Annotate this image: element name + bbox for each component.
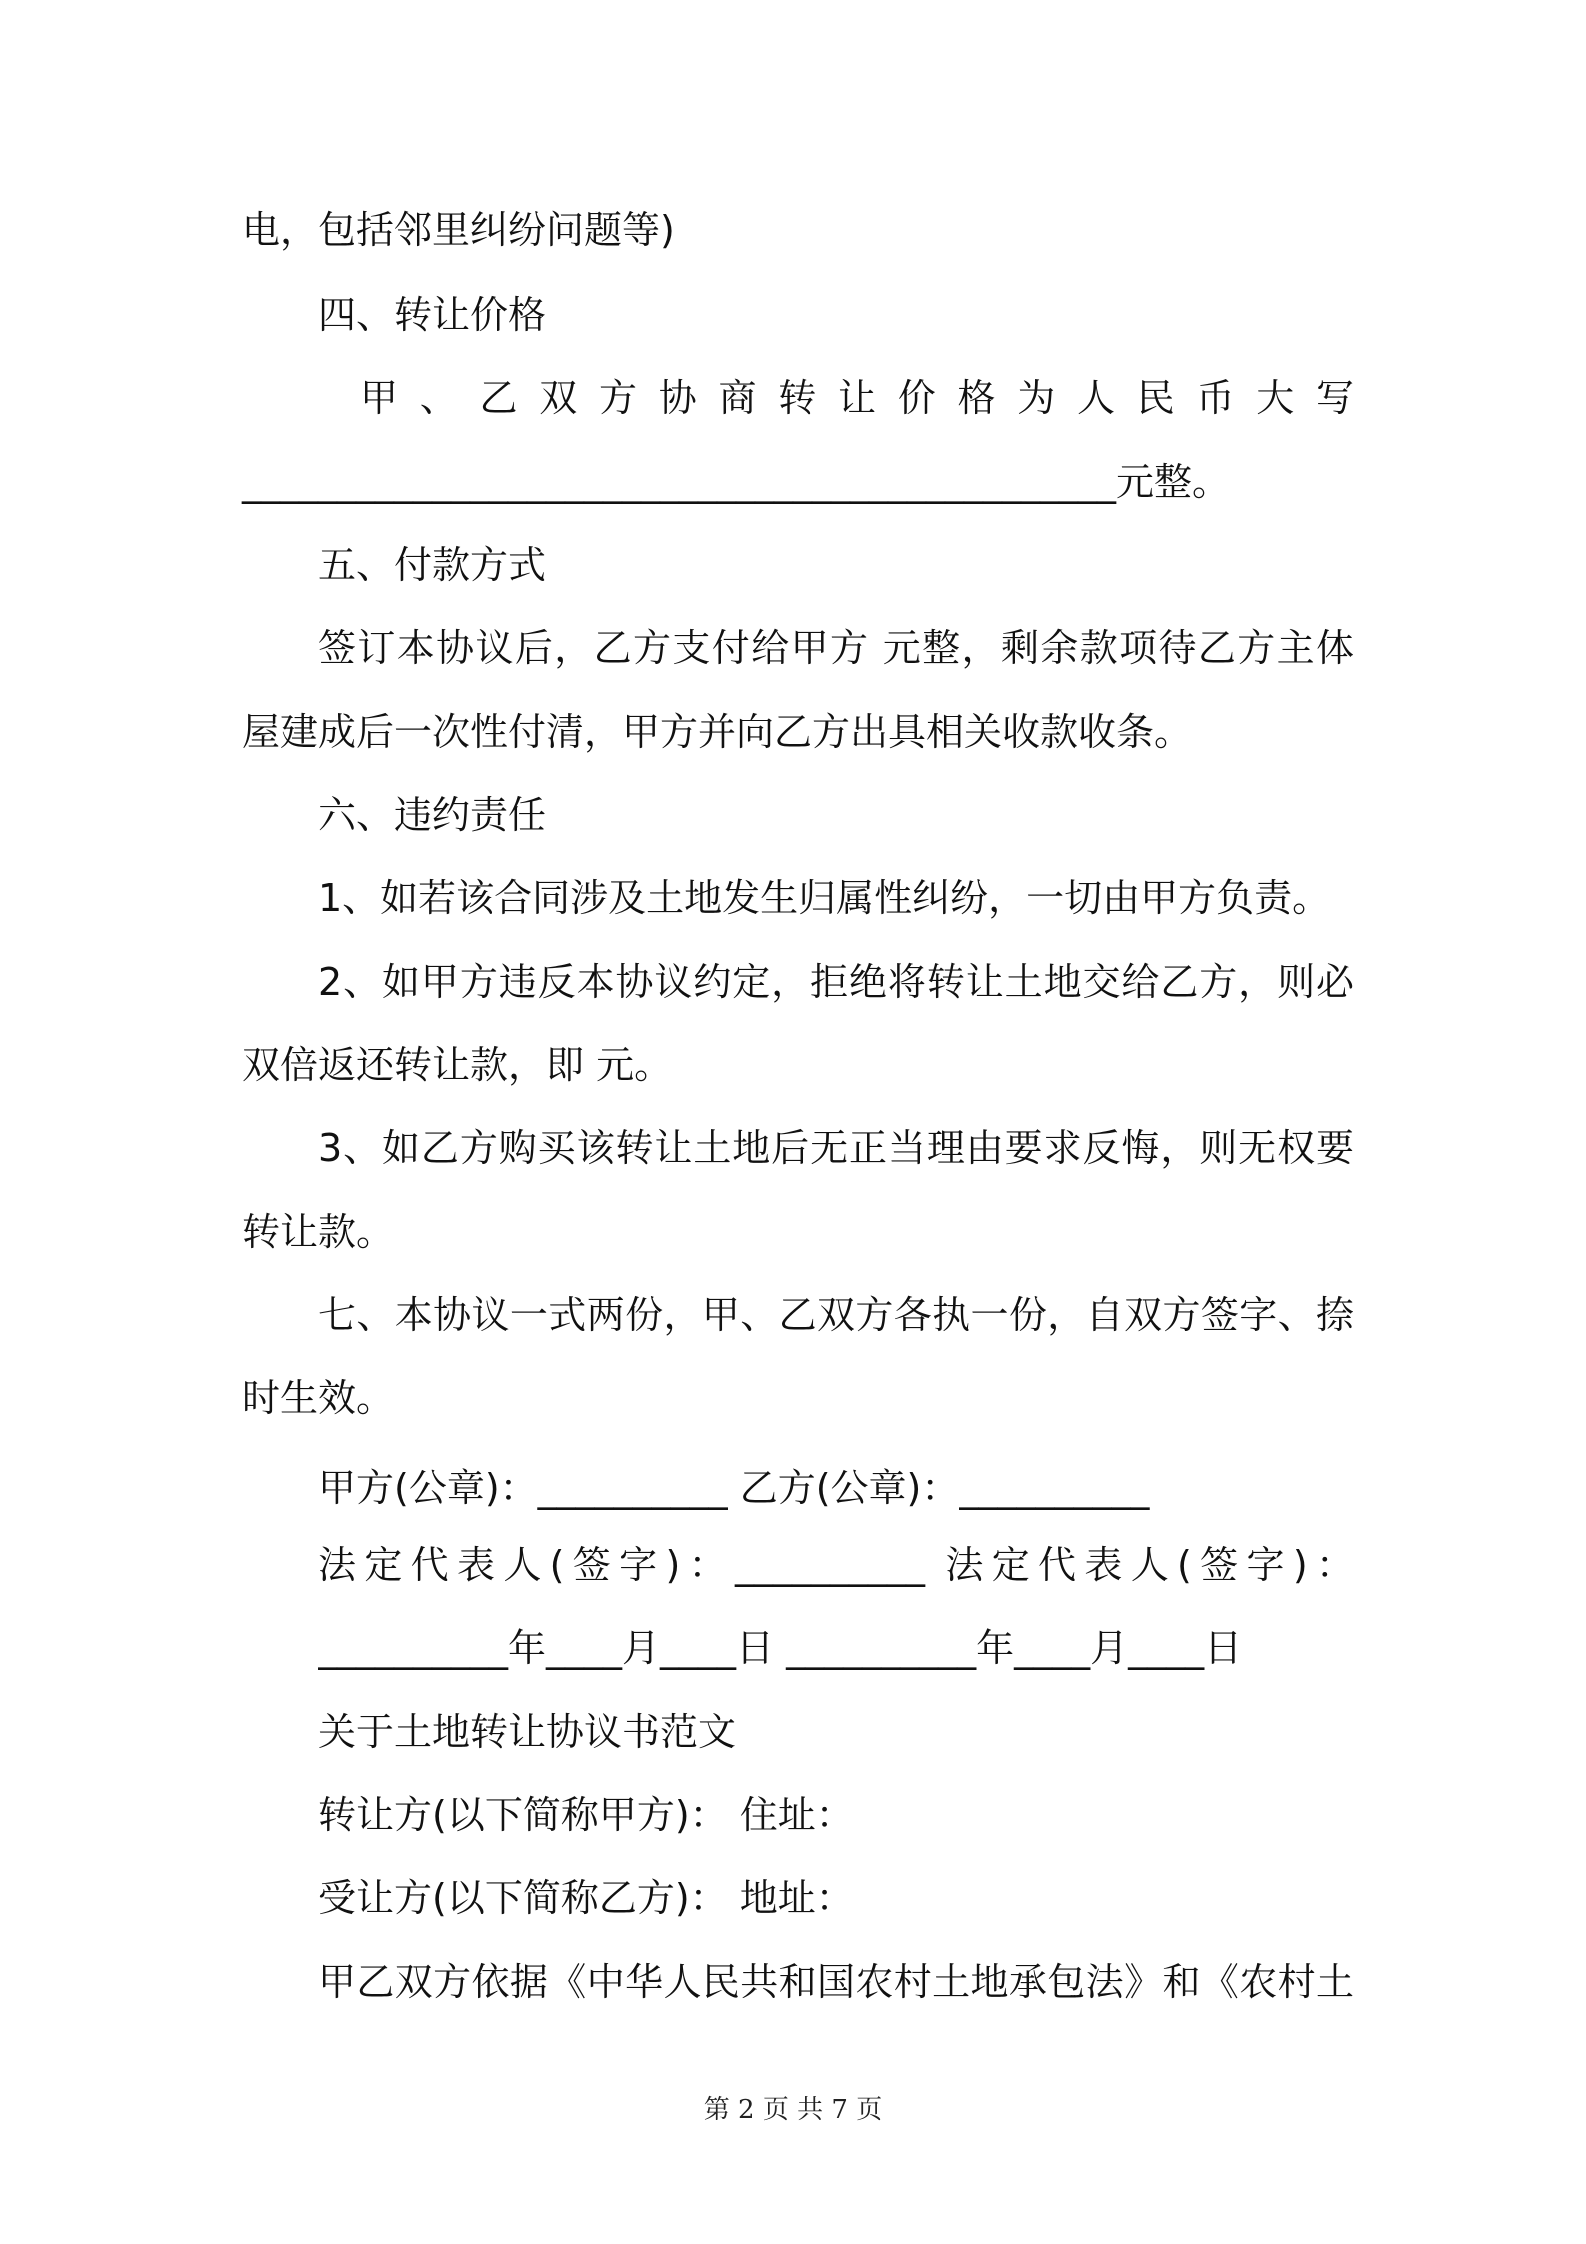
text-line-liability-1: 1、如若该合同涉及土地发生归属性纠纷，一切由甲方负责。	[318, 876, 1331, 920]
text-line-copies-a: 七、本协议一式两份，甲、乙双方各执一份，自双方签字、捺	[318, 1293, 1354, 1337]
text-line-payment-1: 签订本协议后，乙方支付给甲方 元整，剩余款项待乙方主体	[318, 626, 1354, 670]
text-line-price-2: ______________________________________________元整。	[242, 460, 1231, 504]
text-line-copies-b: 时生效。	[242, 1376, 395, 1420]
text-line-liability-3a: 3、如乙方购买该转让土地后无正当理由要求反悔，则无权要	[318, 1126, 1354, 1170]
text-line-payment-2: 屋建成后一次性付清，甲方并向乙方出具相关收款收条。	[242, 710, 1193, 754]
text-line-liability-3b: 转让款。	[242, 1210, 395, 1254]
section-heading-price: 四、转让价格	[318, 293, 547, 337]
signature-seal-line: 甲方(公章)：__________ 乙方(公章)：__________	[318, 1466, 1150, 1510]
text-line-1: 电，包括邻里纠纷问题等)	[242, 208, 675, 252]
signature-date-line: __________年____月____日 __________年____月____日	[318, 1626, 1243, 1670]
text-line-price-1: 甲、乙双方协商转让价格为人民币大写	[360, 376, 1354, 420]
transferor-line: 转让方(以下简称甲方)： 住址：	[318, 1793, 854, 1837]
section-heading-payment: 五、付款方式	[318, 543, 547, 587]
text-line-liability-2a: 2、如甲方违反本协议约定，拒绝将转让土地交给乙方，则必	[318, 960, 1354, 1004]
document-subtitle: 关于土地转让协议书范文	[318, 1710, 737, 1754]
transferee-line: 受让方(以下简称乙方)： 地址：	[318, 1876, 854, 1920]
page-number-footer: 第 2 页 共 7 页	[703, 2095, 883, 2125]
section-heading-liability: 六、违约责任	[318, 793, 547, 837]
text-line-basis: 甲乙双方依据《中华人民共和国农村土地承包法》和《农村土	[318, 1960, 1354, 2004]
signature-rep-line: 法定代表人(签字)：__________ 法定代表人(签字)：	[318, 1543, 1354, 1587]
text-line-liability-2b: 双倍返还转让款，即 元。	[242, 1043, 673, 1087]
